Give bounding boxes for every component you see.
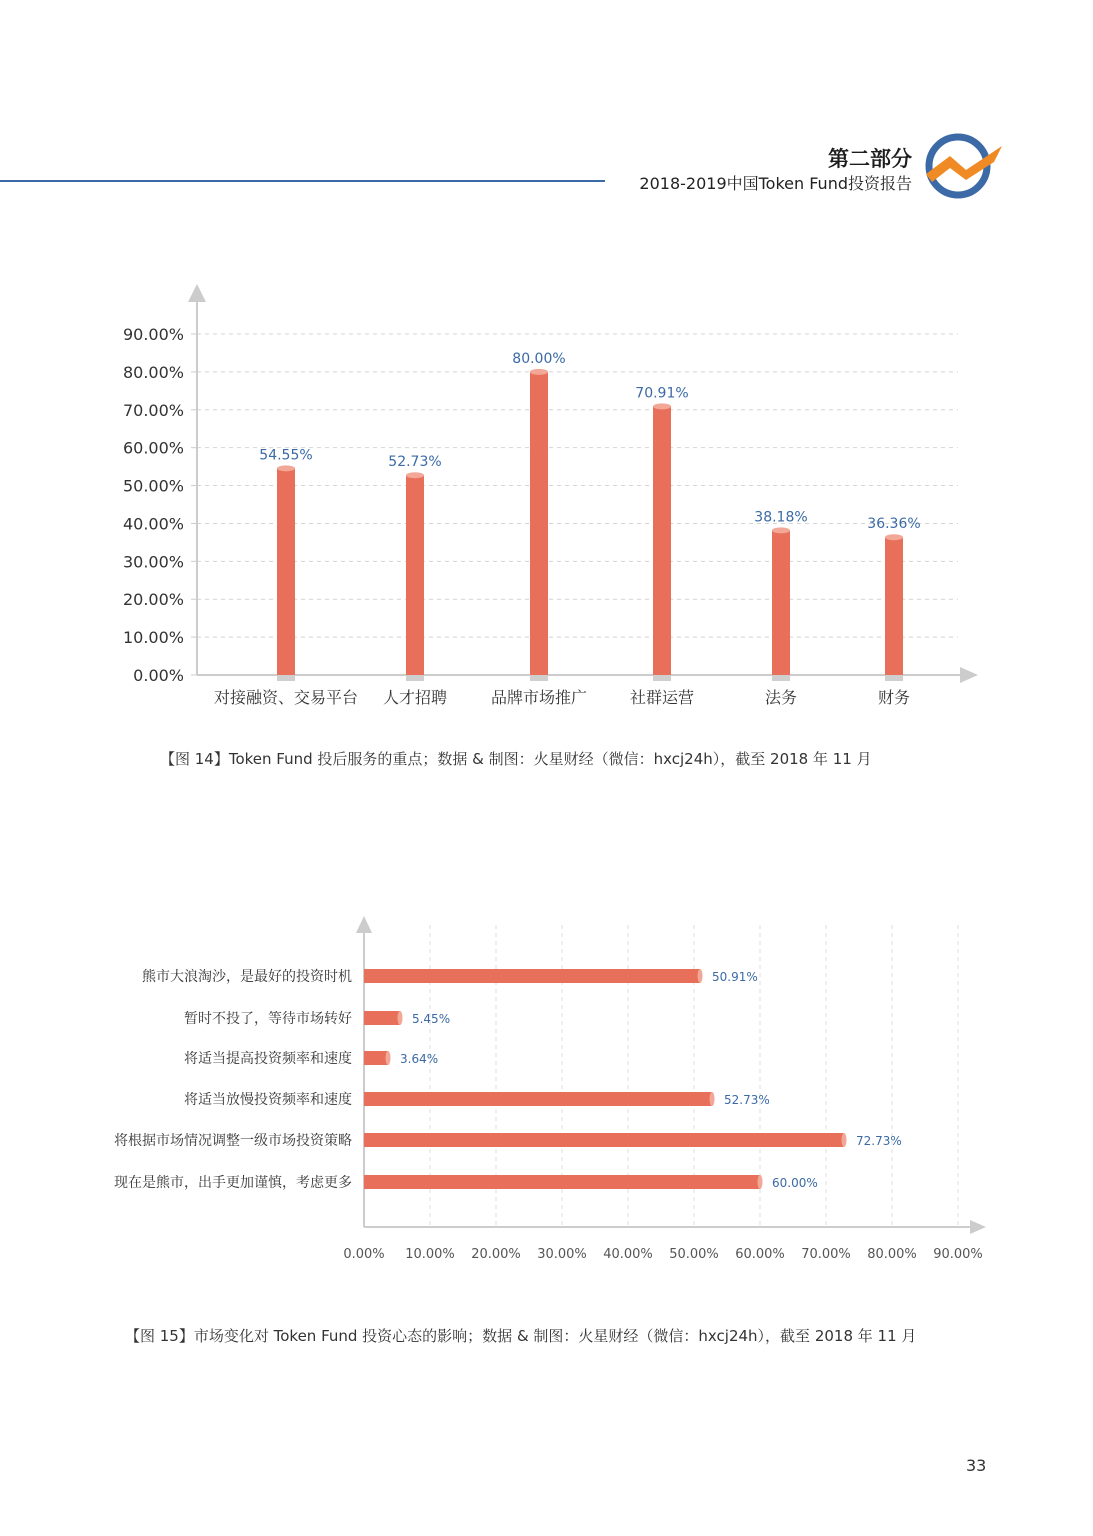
bar-end — [698, 969, 703, 983]
data-label: 38.18% — [754, 509, 808, 526]
x-tick-label: 10.00% — [405, 1247, 455, 1262]
x-tick-label: 0.00% — [343, 1247, 385, 1262]
bar — [364, 1133, 844, 1147]
y-tick-label: 现在是熊市，出手更加谨慎，考虑更多 — [114, 1175, 352, 1191]
x-tick-label: 60.00% — [735, 1247, 785, 1262]
x-tick-label: 40.00% — [603, 1247, 653, 1262]
x-axis-arrow-icon — [970, 1220, 986, 1234]
figure-15-caption: 【图 15】市场变化对 Token Fund 投资心态的影响；数据 & 制图：火星财经（微信：hxcj24h），截至 2018 年 11 月 — [125, 1327, 917, 1345]
figure-14-caption: 【图 14】Token Fund 投后服务的重点；数据 & 制图：火星财经（微信：hxcj24h），截至 2018 年 11 月 — [160, 750, 872, 768]
y-tick-label: 80.00% — [122, 362, 184, 382]
bar-base — [406, 675, 424, 681]
x-tick-label: 30.00% — [537, 1247, 587, 1262]
bar-end — [758, 1175, 763, 1189]
bar — [364, 1011, 400, 1025]
y-axis-arrow-icon — [188, 284, 206, 302]
bar — [406, 475, 424, 675]
x-tick-label: 90.00% — [933, 1247, 983, 1262]
horizontal-bar-chart — [0, 905, 1093, 1275]
data-label: 5.45% — [411, 1012, 451, 1026]
header-divider-line — [0, 180, 605, 182]
bar-end — [397, 1011, 402, 1025]
bar-base — [277, 675, 295, 681]
y-tick-label: 熊市大浪淘沙，是最好的投资时机 — [142, 969, 352, 985]
bar-base — [772, 675, 790, 681]
y-tick-label: 暂时不投了，等待市场转好 — [184, 1011, 352, 1027]
data-label: 3.64% — [400, 1052, 439, 1066]
data-label: 36.36% — [867, 516, 921, 533]
bar-base — [885, 675, 903, 681]
x-tick-label: 人才招聘 — [382, 688, 448, 707]
data-label: 52.73% — [724, 1093, 770, 1107]
x-tick-label: 对接融资、交易平台 — [213, 688, 359, 707]
section-title: 第二部分 — [828, 147, 912, 171]
data-label: 70.91% — [635, 385, 689, 402]
data-label: 52.73% — [388, 454, 442, 471]
y-tick-label: 60.00% — [122, 438, 184, 458]
bar-top — [885, 534, 903, 540]
report-title: 2018-2019中国Token Fund投资报告 — [639, 174, 912, 193]
page-number: 33 — [966, 1456, 987, 1475]
x-tick-label: 70.00% — [801, 1247, 851, 1262]
bar-base — [530, 675, 548, 681]
x-tick-label: 财务 — [877, 688, 911, 707]
bar-end — [842, 1133, 847, 1147]
y-tick-label: 10.00% — [122, 628, 184, 648]
data-label: 60.00% — [772, 1176, 818, 1190]
bar-base — [653, 675, 671, 681]
y-tick-label: 30.00% — [122, 552, 184, 572]
bar — [885, 537, 903, 675]
x-tick-label: 80.00% — [867, 1247, 917, 1262]
bar — [364, 1175, 760, 1189]
bar-top — [277, 465, 295, 471]
bar-top — [772, 527, 790, 533]
vertical-bar-chart — [0, 270, 1093, 720]
y-tick-label: 70.00% — [122, 400, 184, 420]
data-label: 50.91% — [712, 970, 758, 984]
y-tick-label: 将适当提高投资频率和速度 — [184, 1051, 352, 1067]
bar — [530, 372, 548, 675]
bar-top — [530, 369, 548, 375]
data-label: 72.73% — [856, 1134, 902, 1148]
bar-end — [386, 1051, 391, 1065]
x-tick-label: 品牌市场推广 — [490, 688, 588, 707]
bar-top — [653, 403, 671, 409]
bar — [364, 969, 700, 983]
x-tick-label: 社群运营 — [629, 688, 695, 707]
data-label: 80.00% — [512, 350, 566, 367]
bar — [277, 468, 295, 675]
y-tick-label: 将适当放慢投资频率和速度 — [184, 1092, 352, 1108]
bar-top — [406, 472, 424, 478]
brand-logo-icon — [922, 130, 1006, 202]
bar — [364, 1092, 712, 1106]
x-axis-arrow-icon — [960, 667, 978, 683]
x-tick-label: 20.00% — [471, 1247, 521, 1262]
y-tick-label: 50.00% — [122, 476, 184, 496]
x-tick-label: 50.00% — [669, 1247, 719, 1262]
y-tick-label: 0.00% — [133, 666, 184, 685]
bar-end — [710, 1092, 715, 1106]
y-tick-label: 90.00% — [122, 325, 184, 344]
y-tick-label: 40.00% — [122, 514, 184, 534]
y-axis-arrow-icon — [356, 916, 372, 933]
bar — [653, 406, 671, 675]
y-tick-label: 将根据市场情况调整一级市场投资策略 — [114, 1133, 352, 1149]
data-label: 54.55% — [259, 447, 313, 464]
y-tick-label: 20.00% — [122, 590, 184, 610]
bar — [772, 530, 790, 675]
bar — [364, 1051, 388, 1065]
x-tick-label: 法务 — [764, 688, 798, 707]
